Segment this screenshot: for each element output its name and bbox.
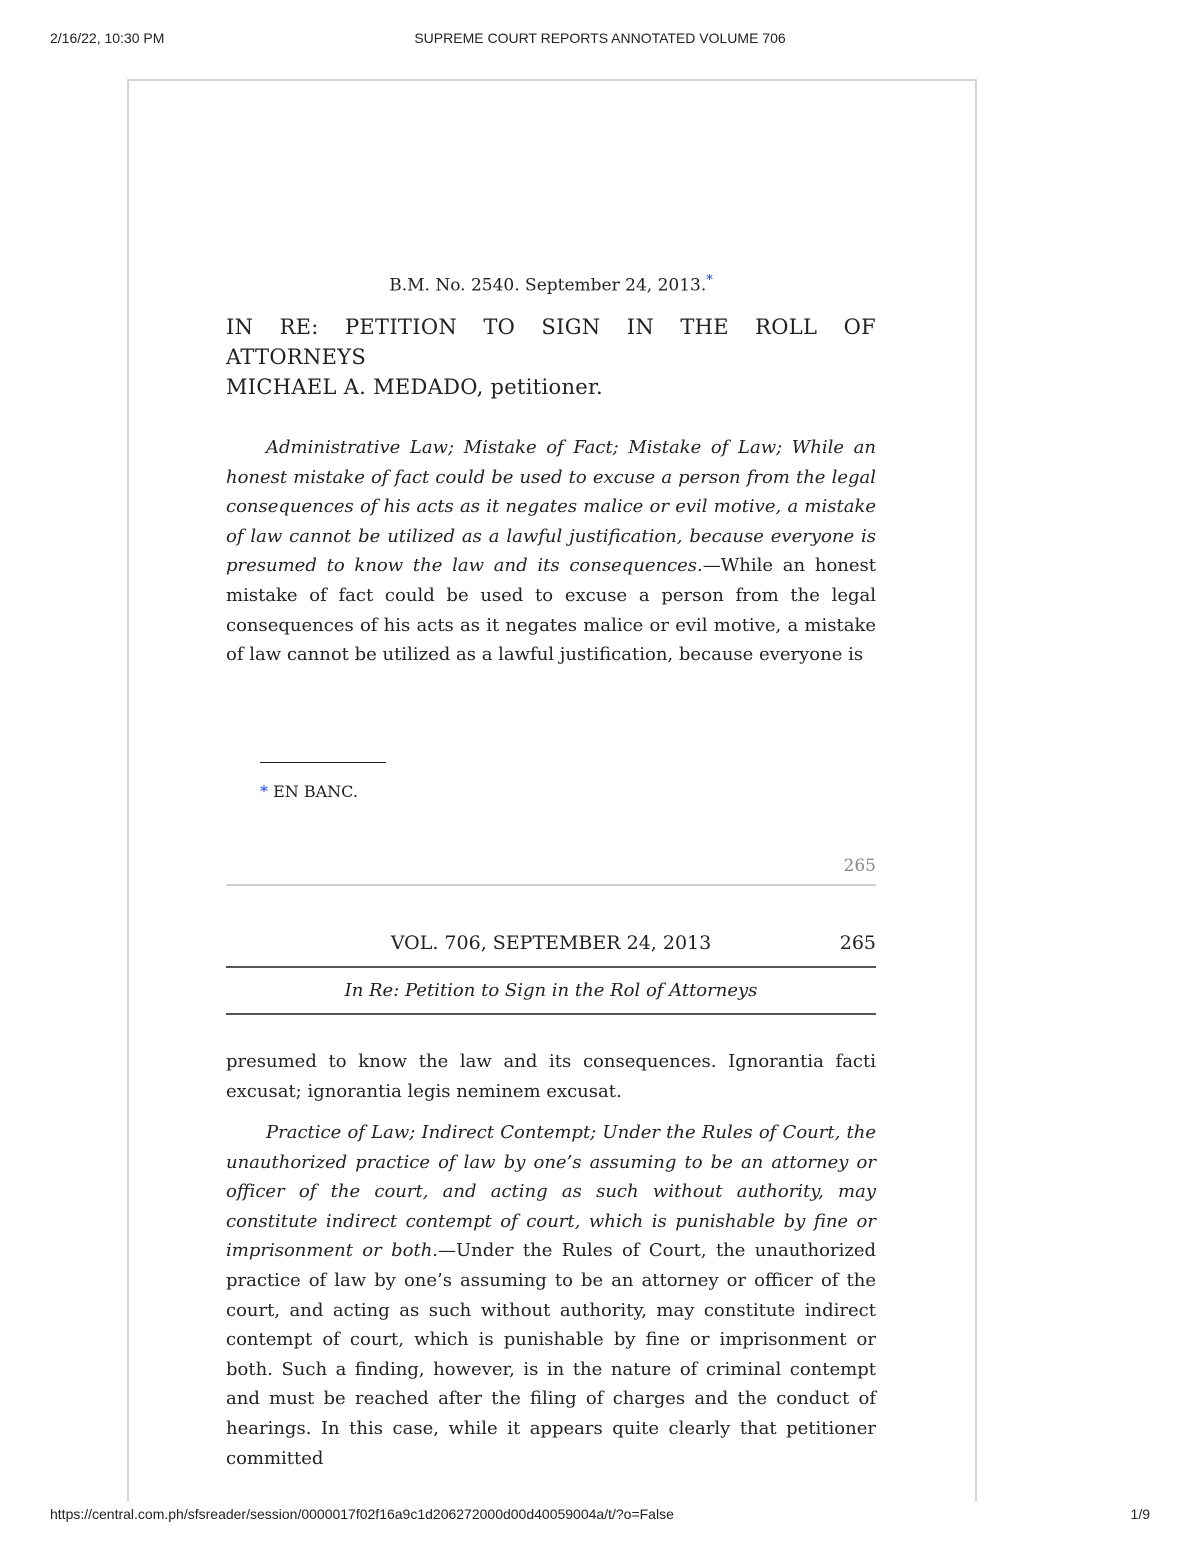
case-title-word: OF: [843, 315, 876, 339]
syllabus-paragraph-2: [226, 1118, 876, 1473]
case-title-word: PETITION: [344, 315, 458, 339]
syllabus-headnote-1: Administrative Law; Mistake of Fact; Mistake of Law; While an honest mistake of fact could be used to excuse a person from the legal consequences of his acts as it negates malice or evil motive, a mistake of law cannot be utilized as a lawful justification, because everyone is presumed to know the law and its consequences.: [226, 437, 876, 577]
syllabus-body-1: —While an honest mistake of fact could be used to excuse a person from the legal consequences of his acts as it negates malice or evil motive, a mistake of law cannot be utilized as a lawful justification, because everyone is: [226, 555, 876, 666]
print-header: [50, 30, 1150, 50]
case-title-word: IN: [626, 315, 655, 339]
running-short-title: In Re: Petition to Sign in the Rol of Attorneys: [344, 980, 758, 1001]
footnote: [260, 782, 358, 801]
footnote-text: EN BANC.: [268, 782, 358, 801]
syllabus-paragraph-1: [226, 433, 876, 670]
syllabus-body-2: —Under the Rules of Court, the unauthorized practice of law by one’s assuming to be an attorney or officer of the court, and acting as such without authority, may constitute indirect contempt of court, which is punishable by fine or imprisonment or both. Such a finding, however, is in the nature of criminal contempt and must be reached after the filing of charges and the conduct of hearings. In this case, while it appears quite clearly that petitioner committed: [226, 1240, 876, 1469]
case-title-word: SIGN: [541, 315, 601, 339]
footnote-marker[interactable]: *: [706, 273, 713, 288]
case-title-line-2: ATTORNEYS: [226, 345, 367, 369]
case-title-word: IN: [226, 315, 254, 339]
running-head-rule-top: [226, 966, 876, 968]
print-footer: [50, 1506, 1150, 1526]
running-head-volume: VOL. 706, SEPTEMBER 24, 2013: [390, 932, 712, 954]
footnote-rule: [260, 762, 386, 763]
case-title: [226, 312, 876, 402]
syllabus-paragraph-1-continued: [226, 1047, 876, 1106]
running-head: [226, 932, 876, 954]
print-url: https://central.com.ph/sfsreader/session/0000017f02f16a9c1d206272000d00d40059004a/t/?o=False: [50, 1506, 674, 1522]
running-head-page: 265: [839, 932, 876, 954]
page-divider: [226, 884, 876, 886]
petitioner-line: MICHAEL A. MEDADO, petitioner.: [226, 375, 604, 399]
print-page-count: 1/9: [1130, 1506, 1150, 1522]
case-title-line-1: [226, 312, 876, 342]
syllabus-body-1-continued: presumed to know the law and its consequences. Ignorantia facti excusat; ignorantia legis neminem excusat.: [226, 1051, 876, 1102]
print-document-title: SUPREME COURT REPORTS ANNOTATED VOLUME 706: [414, 30, 786, 46]
footnote-star[interactable]: *: [260, 782, 268, 801]
running-head-rule-bottom: [226, 1013, 876, 1015]
print-date: 2/16/22, 10:30 PM: [50, 30, 165, 46]
case-title-word: TO: [483, 315, 516, 339]
case-number-text: B.M. No. 2540. September 24, 2013.: [389, 275, 707, 296]
case-number: [226, 273, 876, 296]
case-title-word: THE: [680, 315, 729, 339]
case-title-word: RE:: [279, 315, 319, 339]
page-number-bottom: 265: [843, 856, 876, 876]
case-title-word: ROLL: [755, 315, 818, 339]
syllabus-headnote-2: Practice of Law; Indirect Contempt; Under the Rules of Court, the unauthorized practice of law by one’s assuming to be an attorney or officer of the court, and acting as such without authority, may constitute indirect contempt of court, which is punishable by fine or imprisonment or both.: [226, 1122, 876, 1262]
